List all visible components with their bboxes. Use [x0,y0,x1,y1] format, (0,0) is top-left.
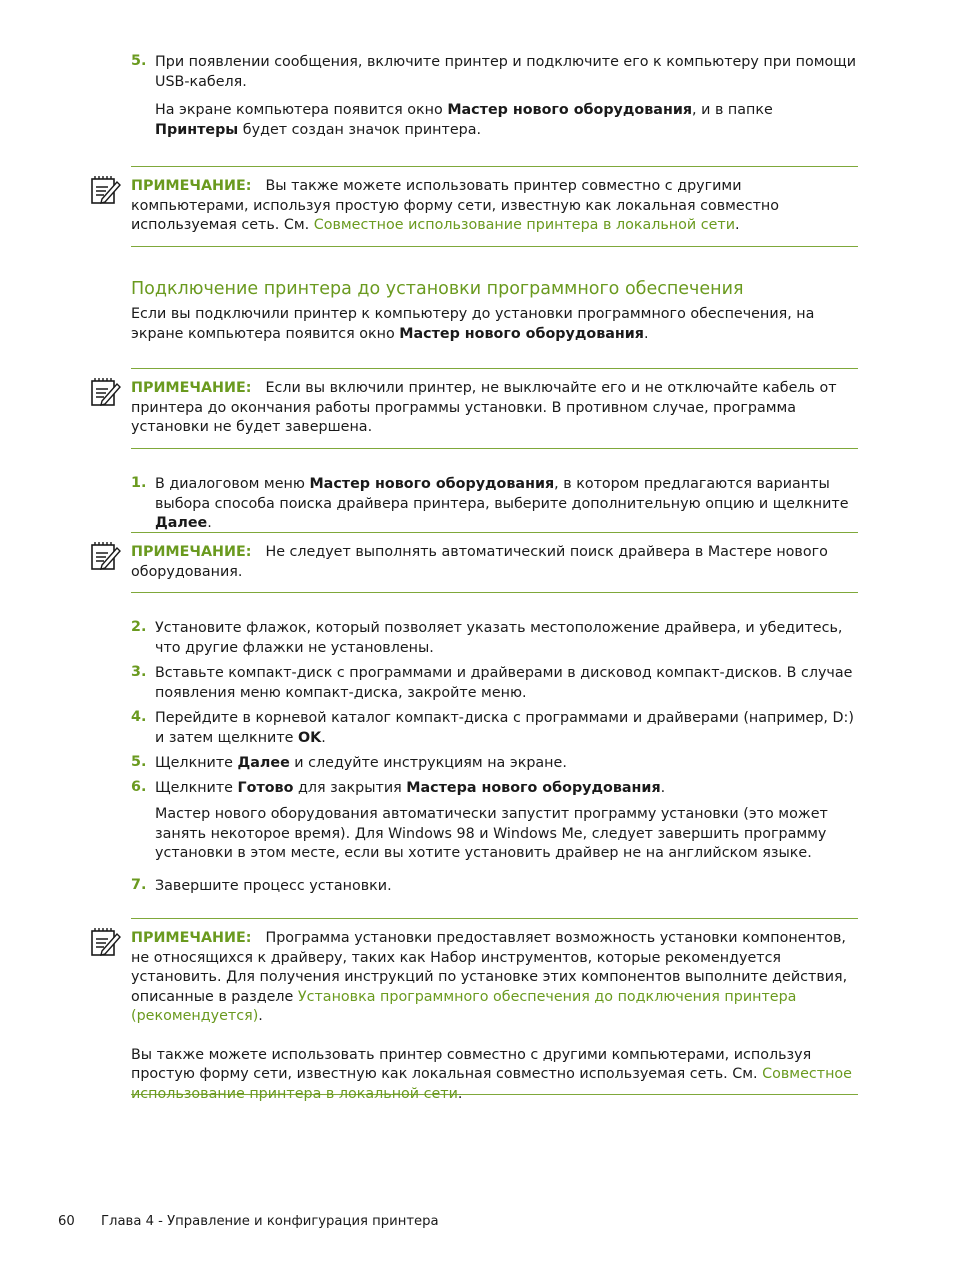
step-6 [131,779,858,799]
note-box-1 [131,166,858,247]
step-text: Установите флажок, который позволяет указать местоположение драйвера, и убедитесь, что другие флажки не установлены. [155,620,843,656]
note-label: ПРИМЕЧАНИЕ: [131,178,252,194]
note-pad-icon [89,926,121,958]
note-label: ПРИМЕЧАНИЕ: [131,930,252,946]
note-label: ПРИМЕЧАНИЕ: [131,380,252,396]
step-number: 5. [131,754,147,770]
step-number: 1. [131,475,147,491]
note-box-4 [131,918,858,1102]
step-number: 5. [131,53,147,69]
note-body: ПРИМЕЧАНИЕ: Не следует выполнять автоматический поиск драйвера в Мастере нового оборудования. [131,544,828,580]
step-text: Щелкните Далее и следуйте инструкциям на экране. [155,755,567,771]
step-text: Завершите процесс установки. [155,878,392,894]
note-pad-icon [89,376,121,408]
note-body: ПРИМЕЧАНИЕ: Если вы включили принтер, не выключайте его и не отключайте кабель от принтера до окончания работы программы установки. В противном случае, программа установки не будет завершена. [131,380,837,435]
note-closing: Вы также можете использовать принтер совместно с другими компьютерами, используя простую форму сети, известную как локальная совместно используемая сеть. См. Совместное использование принтера в локальной сети. [131,1046,852,1102]
page-number: 60 [58,1214,75,1229]
note-box-3 [131,532,858,593]
step-number: 2. [131,619,147,635]
intro-paragraph: Если вы подключили принтер к компьютеру до установки программного обеспечения, на экране компьютера появится окно Мастер нового оборудования. [131,306,815,342]
section-heading: Подключение принтера до установки программного обеспечения [131,279,744,299]
step-7 [131,877,858,897]
step-2 [131,619,858,658]
link-install-before-connect[interactable]: Установка программного обеспечения до подключения принтера (рекомендуется) [131,988,797,1024]
step-number: 7. [131,877,147,893]
step-text: При появлении сообщения, включите принтер и подключите его к компьютеру при помощи USB-кабеля. [155,54,857,90]
step-5 [131,754,858,774]
note-pad-icon [89,174,121,206]
link-shared-printer[interactable]: Совместное использование принтера в локальной сети [131,1066,852,1102]
note-label: ПРИМЕЧАНИЕ: [131,544,252,560]
step-number: 4. [131,709,147,725]
step-text: Перейдите в корневой каталог компакт-диска с программами и драйверами (например, D:) и затем щелкните OK. [155,710,854,746]
note-body: ПРИМЕЧАНИЕ: Программа установки предоставляет возможность установки компонентов, не относящихся к драйверу, таких как Набор инструментов, которые рекомендуется установить. Для получения инструкций по установке этих компонентов выполните действия, описанные в разделе Установка программного обеспечения до подключения принтера (рекомендуется). [131,930,848,1024]
step-number: 6. [131,779,147,795]
step-number: 3. [131,664,147,680]
step-5-top [131,53,858,92]
chapter-footer: Глава 4 - Управление и конфигурация принтера [101,1214,439,1229]
note-body: ПРИМЕЧАНИЕ: Вы также можете использовать принтер совместно с другими компьютерами, используя простую форму сети, известную как локальная совместно используемая сеть. См. Совместное использование принтера в локальной сети. [131,178,779,233]
note-pad-icon [89,540,121,572]
step-text: Щелкните Готово для закрытия Мастера нового оборудования. [155,780,666,796]
step-text: Вставьте компакт-диск с программами и драйверами в дисковод компакт-дисков. В случае появления меню компакт-диска, закройте меню. [155,665,853,701]
step-6-detail: Мастер нового оборудования автоматически запустит программу установки (это может занять некоторое время). Для Windows 98 и Windows Me, следует завершить программу установки в этом месте, если вы хотите установить драйвер не на английском языке. [155,806,828,861]
step-5-detail: На экране компьютера появится окно Мастер нового оборудования, и в папке Принтеры будет создан значок принтера. [155,102,773,138]
step-4 [131,709,858,748]
step-1 [131,475,858,534]
step-3 [131,664,858,703]
step-text: В диалоговом меню Мастер нового оборудования, в котором предлагаются варианты выбора способа поиска драйвера принтера, выберите дополнительную опцию и щелкните Далее. [155,476,849,531]
note-box-2 [131,368,858,449]
link-shared-printer[interactable]: Совместное использование принтера в локальной сети [313,217,735,233]
